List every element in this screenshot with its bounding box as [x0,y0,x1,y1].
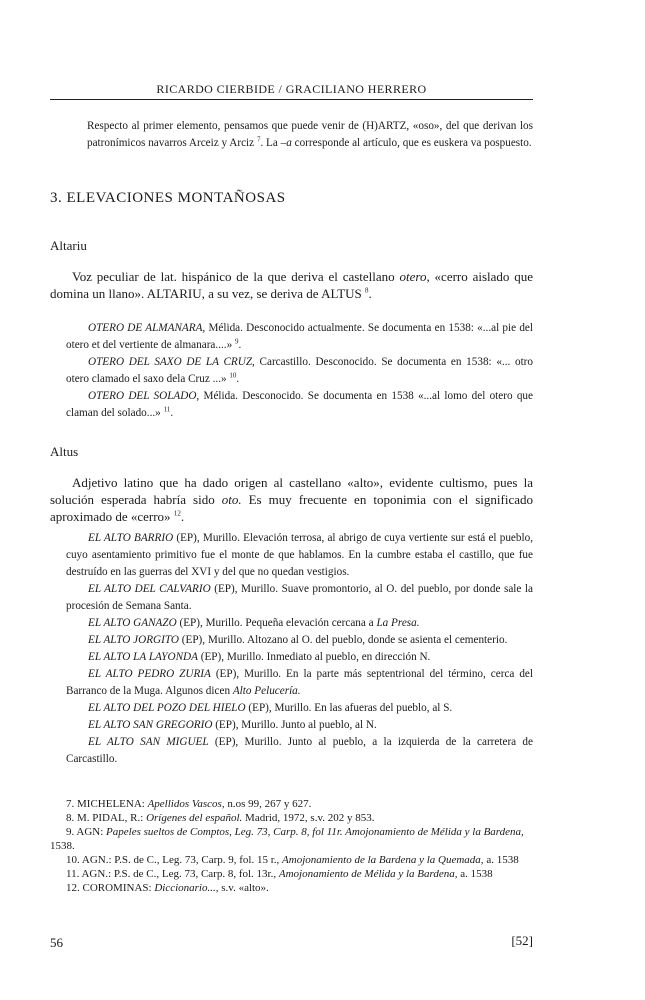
entry-text: (EP), Murillo. En la parte más septentrional del término, cerca del Barranco de la Muga. Algunos dicen [66,668,534,697]
page-reference: [52] [511,933,533,948]
altariu-text-2: «cerro aislado que domina un llano». ALTARIU, a su vez, se deriva de ALTUS [50,269,533,301]
entry-altus [66,649,533,666]
footnote [50,881,533,895]
footnote-italic: Orígenes del español. [146,812,243,824]
footnote [50,811,533,825]
entry-end: . [170,407,174,419]
footnotes [50,797,533,895]
footnote-text: 7. MICHELENA: [66,798,148,810]
entry-name: EL ALTO DEL POZO DEL HIELO [88,702,246,714]
altus-entries [66,530,533,768]
altus-text-3: . [180,509,185,524]
entry-text: Mélida. Desconocido actualmente. Se documenta en 1538: «...al pie del otero et del vertiente de almanara....» [66,322,533,351]
subheading-altariu: Altariu [50,238,87,253]
altus-text-1: Adjetivo latino que ha dado origen al castellano «alto», evidente cultismo, pues la solución esperada habría sido [50,475,533,507]
footnote-italic: Papeles sueltos de Comptos, Leg. 73, Carp. 8, fol 11r. Amojonamiento de Mélida y la Bardena, [106,826,524,838]
intro-paragraph [87,118,533,152]
footnote-ref: 9 [234,337,239,346]
footnote-ref-8: 8 [365,286,369,295]
entry-text: Mélida. Desconocido. Se documenta en 1538 «...al lomo del otero que claman del solado...» [66,390,533,419]
footnote-text: a. 1538 [457,868,493,880]
footnote-text: a. 1538 [483,854,519,866]
footnote-text: Madrid, 1972, s.v. 202 y 853. [242,812,375,824]
entry-text: (EP), Murillo. Suave promontorio, al O. del pueblo, por donde sale la procesión de Semana Santa. [66,583,533,612]
altariu-text-1: Voz peculiar de lat. hispánico de la que deriva el castellano [72,269,400,284]
footnote-text: 8. M. PIDAL, R.: [66,812,147,824]
entry-name: EL ALTO LA LAYONDA [88,651,198,663]
entry-altus [66,700,533,717]
entry-text: (EP), Murillo. Junto al pueblo, al N. [212,719,377,731]
section-title: 3. ELEVACIONES MONTAÑOSAS [50,190,286,206]
intro-text-2: . La [260,137,281,149]
altus-paragraph [50,474,533,525]
entry-altariu [66,354,533,388]
entry-end: . [236,373,240,385]
footnote-italic: Diccionario..., [154,882,219,894]
intro-italic: –a [280,137,292,149]
entry-name: EL ALTO BARRIO [88,532,174,544]
altus-italic: oto. [221,492,242,507]
entry-name: OTERO DEL SAXO DE LA CRUZ, [88,356,255,368]
entry-italic: Alto Pelucería. [232,685,301,697]
entry-altus [66,717,533,734]
entry-name: OTERO DE ALMANARA, [88,322,206,334]
header-rule [50,99,533,100]
entry-text: (EP), Murillo. En las afueras del pueblo, al S. [245,702,453,714]
intro-text-3: corresponde al artículo, que es euskera va pospuesto. [291,137,532,149]
footnote-text: 1538. [50,840,75,852]
footnote-ref-7: 7 [256,135,261,144]
footnote-italic: Apellidos Vascos, [147,798,225,810]
altariu-entries [66,320,533,422]
entry-name: EL ALTO SAN MIGUEL [88,736,209,748]
entry-text: Carcastillo. Desconocido. Se documenta en 1538: «... otro otero clamado el saxo dela Cruz ...» [66,356,533,385]
footnote-text: s.v. «alto». [218,882,269,894]
footnote-ref-12: 12 [173,509,181,518]
entry-altariu [66,320,533,354]
footnote-italic: Amojonamiento de Mélida y la Bardena, [278,868,458,880]
altariu-paragraph [50,268,533,302]
entry-name: EL ALTO JORGITO [88,634,179,646]
footnote-text: 9. AGN: [66,826,107,838]
entry-name: EL ALTO GANAZO [88,617,177,629]
footnote-ref: 10 [229,371,237,380]
entry-text: (EP), Murillo. Junto al pueblo, a la izquierda de la carretera de Carcastillo. [66,736,533,765]
entry-altus [66,615,533,632]
entry-end: . [238,339,242,351]
entry-altus [66,530,533,581]
altus-text-2: Es muy frecuente en toponimia con el significado aproximado de «cerro» [50,492,533,524]
footnote-text: 11. AGN.: P.S. de C., Leg. 73, Carp. 8, fol. 13r., [66,868,279,880]
entry-altus [66,581,533,615]
footnote [50,797,533,811]
entry-text: (EP), Murillo. Elevación terrosa, al abrigo de cuya vertiente sur está el pueblo, cuyo asentamiento primitivo fue el monte de que hablamos. En la cumbre estaba el castillo, que fue destruído en las guerras del XVI y del que no quedan vestigios. [66,532,533,578]
footnote [50,825,533,853]
altariu-italic: otero, [399,269,430,284]
entry-name: EL ALTO SAN GREGORIO [88,719,213,731]
entry-text: (EP), Murillo. Inmediato al pueblo, en dirección N. [197,651,431,663]
entry-altus [66,666,533,700]
footnote-italic: Amojonamiento de la Bardena y la Quemada, [282,854,484,866]
entry-altariu [66,388,533,422]
footnote-text: 10. AGN.: P.S. de C., Leg. 73, Carp. 9, fol. 15 r., [66,854,283,866]
footnote [50,867,533,881]
entry-name: EL ALTO PEDRO ZURIA [88,668,211,680]
entry-name: EL ALTO DEL CALVARIO [88,583,211,595]
footnote [50,853,533,867]
entry-name: OTERO DEL SOLADO, [88,390,200,402]
subheading-altus: Altus [50,444,79,459]
entry-altus [66,632,533,649]
altariu-text-3: . [368,286,372,301]
footnote-text: n.os 99, 267 y 627. [224,798,312,810]
footnote-text: 12. COROMINAS: [66,882,155,894]
footnote-ref: 11 [163,405,171,414]
entry-altus [66,734,533,768]
page-number: 56 [50,935,63,950]
running-header: RICARDO CIERBIDE / GRACILIANO HERRERO [156,82,427,96]
intro-text-1: Respecto al primer elemento, pensamos que puede venir de (H)ARTZ, «oso», del que derivan los patronímicos navarros Arceiz y Arciz [87,120,533,149]
entry-text: (EP), Murillo. Pequeña elevación cercana a [176,617,377,629]
entry-text: (EP), Murillo. Altozano al O. del pueblo, donde se asienta el cementerio. [178,634,508,646]
entry-italic: La Presa. [376,617,420,629]
